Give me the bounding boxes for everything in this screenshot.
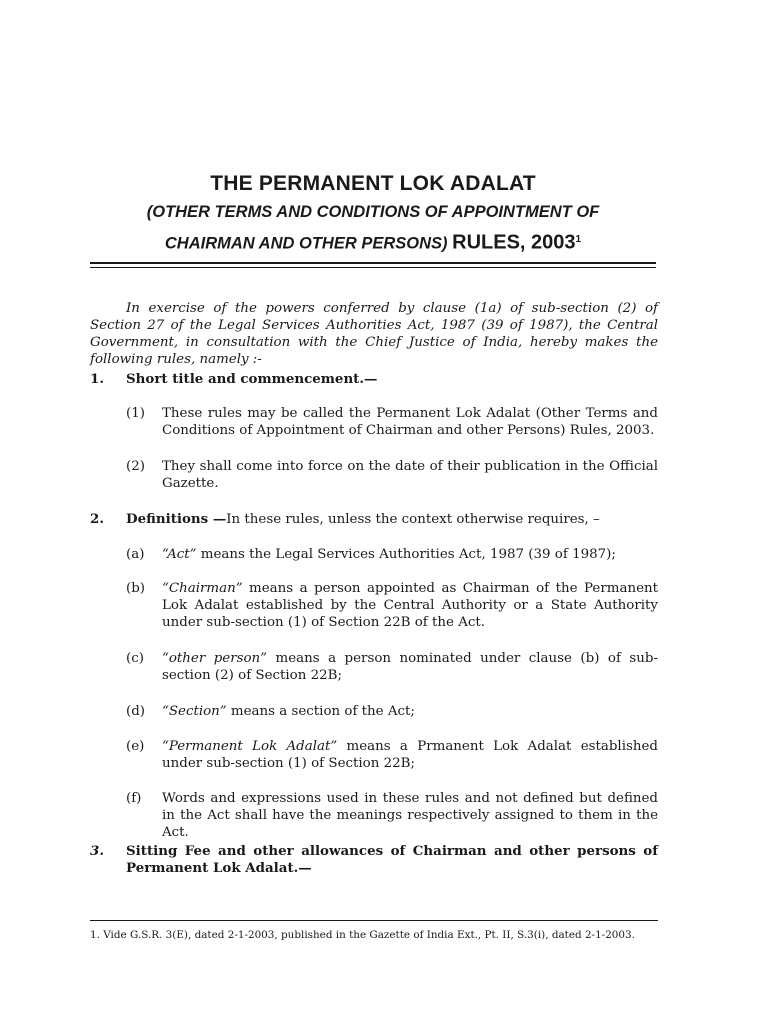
document-subtitle — [90, 199, 656, 258]
definition-f-text: Words and expressions used in these rules and not defined but defined in the Act shall have the meanings respectively assigned to them in the Act. — [162, 791, 658, 840]
document-title: THE PERMANENT LOK ADALAT — [210, 172, 536, 195]
section-3-heading: Sitting Fee and other allowances of Chairman and other persons of Permanent Lok Adalat.— — [126, 843, 658, 876]
footnote-marker: 1 — [575, 234, 582, 245]
section-2-number: 2. — [90, 511, 104, 527]
definition-c-text: “other person” means a person nominated under clause (b) of sub-section (2) of Section 22B; — [162, 651, 659, 683]
rules-label: RULES, 2003 — [452, 231, 576, 254]
subtitle-line-2: CHAIRMAN AND OTHER PERSONS) — [164, 234, 448, 253]
section-1-number: 1. — [90, 371, 104, 387]
definition-b-text: “Chairman” means a person appointed as Chairman of the Permanent Lok Adalat established by the Central Authority or a State Authority under sub-section (1) of Section 22B of the Act. — [162, 581, 658, 630]
definition-d-text: “Section” means a section of the Act; — [162, 704, 415, 719]
section-2-heading: Definitions —In these rules, unless the context otherwise requires, – — [126, 511, 600, 527]
section-1-heading: Short title and commencement.— — [126, 371, 378, 387]
definition-c-label: (c) — [126, 651, 144, 666]
section-1-item-2-text: They shall come into force on the date of their publication in the Official Gazette. — [162, 459, 658, 491]
definition-b-label: (b) — [126, 581, 146, 596]
section-1-item-1-label: (1) — [126, 406, 145, 421]
definition-d-label: (d) — [126, 704, 146, 719]
definition-a-text: “Act” means the Legal Services Authorities Act, 1987 (39 of 1987); — [162, 547, 616, 562]
definition-e-label: (e) — [126, 739, 145, 754]
definition-e-text: “Permanent Lok Adalat” means a Prmanent Lok Adalat established under sub-section (1) of Section 22B; — [162, 739, 658, 771]
section-1-item-2-label: (2) — [126, 459, 145, 474]
preamble-paragraph: In exercise of the powers conferred by clause (1a) of sub-section (2) of Section 27 of the Legal Services Authorities Act, 1987 (39 of 1987), the Central Government, in consultation with the Chief Justice of India, hereby makes the following rules, namely :- — [90, 301, 658, 367]
title-block — [90, 172, 656, 258]
title-divider — [90, 262, 656, 268]
section-1-item-1-text: These rules may be called the Permanent Lok Adalat (Other Terms and Conditions of Appointment of Chairman and other Persons) Rules, 2003. — [162, 406, 658, 438]
definition-f-label: (f) — [126, 791, 142, 806]
subtitle-line-1: (OTHER TERMS AND CONDITIONS OF APPOINTMENT OF — [146, 203, 600, 221]
section-3-number: 3. — [90, 843, 104, 859]
definition-a-label: (a) — [126, 547, 145, 562]
footnote: 1. Vide G.S.R. 3(E), dated 2-1-2003, published in the Gazette of India Ext., Pt. II, S.3(i), dated 2-1-2003. — [90, 929, 635, 941]
footnote-divider — [90, 920, 658, 921]
